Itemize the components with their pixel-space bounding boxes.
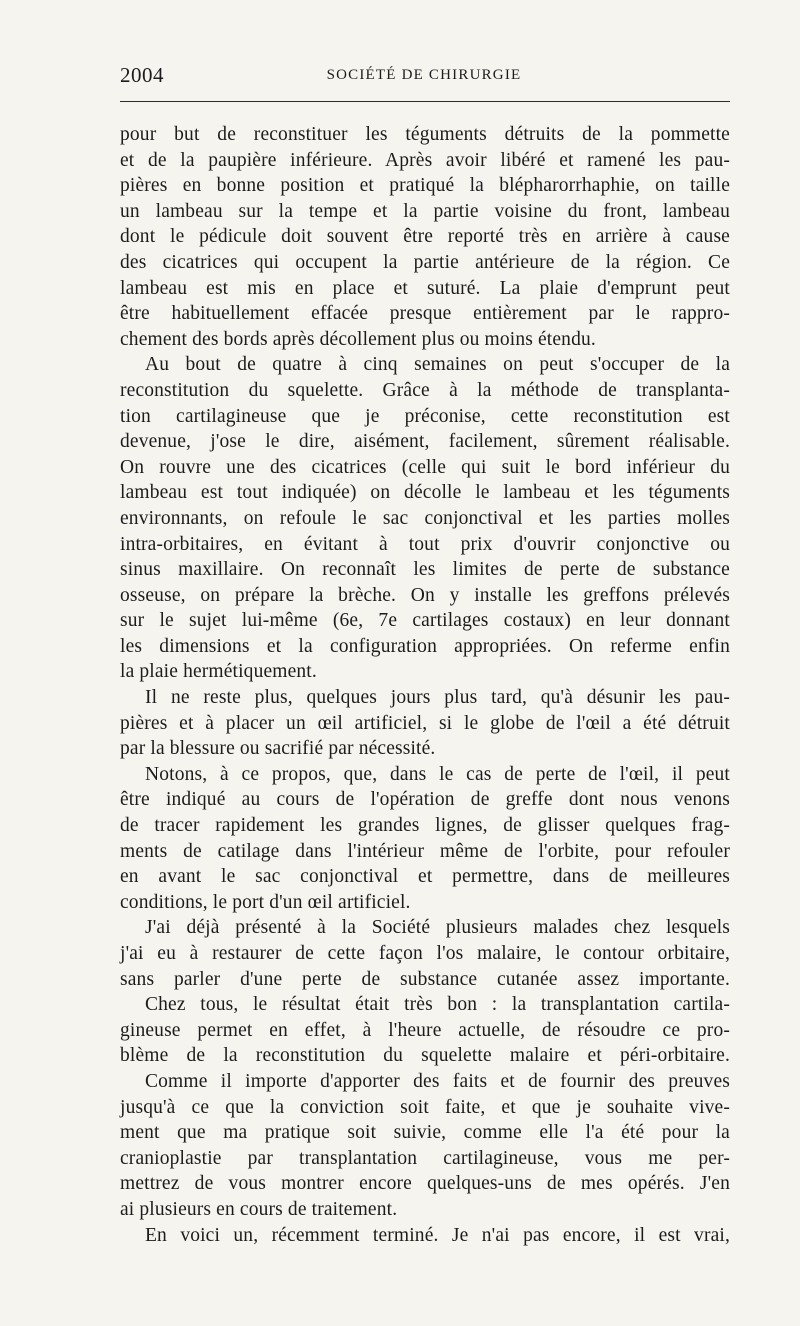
page-header <box>120 63 728 91</box>
text-line: pières et à placer un œil artificiel, si le globe de l'œil a été détruit <box>120 712 730 734</box>
text-line: chement des bords après décollement plus ou moins étendu. <box>120 328 596 350</box>
text-line: mettrez de vous montrer encore quelques-uns de mes opérés. J'en <box>120 1173 730 1195</box>
text-line: un lambeau sur la tempe et la partie voisine du front, lambeau <box>120 200 730 222</box>
text-line: sans parler d'une perte de substance cutanée assez importante. <box>120 968 730 990</box>
text-line: sur le sujet lui-même (6e, 7e cartilages costaux) en leur donnant <box>120 610 730 632</box>
text-line: devenue, j'ose le dire, aisément, facilement, sûrement réalisable. <box>120 431 730 453</box>
text-line: pières en bonne position et pratiqué la blépharorrhaphie, on taille <box>120 175 730 197</box>
text-line: intra-orbitaires, en évitant à tout prix d'ouvrir conjonctive ou <box>120 533 730 555</box>
text-line: sinus maxillaire. On reconnaît les limites de perte de substance <box>120 559 730 581</box>
text-line: en avant le sac conjonctival et permettre, dans de meilleures <box>120 866 730 888</box>
text-line: les dimensions et la configuration appropriées. On referme enfin <box>120 635 730 657</box>
text-line: être habituellement effacée presque entièrement par le rappro- <box>120 303 730 325</box>
text-line: J'ai déjà présenté à la Société plusieurs malades chez lesquels <box>145 917 730 939</box>
text-line: blème de la reconstitution du squelette malaire et péri-orbitaire. <box>120 1045 730 1067</box>
text-line: jusqu'à ce que la conviction soit faite, et que je souhaite vive- <box>120 1096 730 1118</box>
text-line: ment que ma pratique soit suivie, comme elle l'a été pour la <box>120 1122 730 1144</box>
text-line: cranioplastie par transplantation cartilagineuse, vous me per- <box>120 1147 730 1169</box>
text-line: ments de catilage dans l'intérieur même de l'orbite, pour refouler <box>120 840 730 862</box>
text-line: et de la paupière inférieure. Après avoir libéré et ramené les pau- <box>120 149 730 171</box>
text-line: ai plusieurs en cours de traitement. <box>120 1198 398 1220</box>
text-line: Comme il importe d'apporter des faits et de fournir des preuves <box>145 1070 730 1092</box>
text-line: gineuse permet en effet, à l'heure actuelle, de résoudre ce pro- <box>120 1019 730 1041</box>
header-rule <box>120 101 730 102</box>
text-line: de tracer rapidement les grandes lignes, de glisser quelques frag- <box>120 815 730 837</box>
text-line: environnants, on refoule le sac conjonctival et les parties molles <box>120 507 730 529</box>
text-line: lambeau est tout indiquée) on décolle le lambeau et les téguments <box>120 482 730 504</box>
text-line: lambeau est mis en place et suturé. La plaie d'emprunt peut <box>120 277 730 299</box>
text-line: conditions, le port d'un œil artificiel. <box>120 891 411 913</box>
text-line: Notons, à ce propos, que, dans le cas de perte de l'œil, il peut <box>145 763 730 785</box>
body-text <box>120 122 730 1248</box>
text-line: En voici un, récemment terminé. Je n'ai pas encore, il est vrai, <box>145 1224 730 1246</box>
text-line: la plaie hermétiquement. <box>120 661 317 683</box>
text-line: Au bout de quatre à cinq semaines on peut s'occuper de la <box>145 354 730 376</box>
text-line: Chez tous, le résultat était très bon : la transplantation cartila- <box>145 994 730 1016</box>
text-line: pour but de reconstituer les téguments détruits de la pommette <box>120 124 730 145</box>
page-number: 2004 <box>120 63 164 87</box>
text-line: osseuse, on prépare la brèche. On y installe les greffons prélevés <box>120 584 730 606</box>
text-line: j'ai eu à restaurer de cette façon l'os malaire, le contour orbitaire, <box>120 943 730 964</box>
text-line: être indiqué au cours de l'opération de greffe dont nous venons <box>120 789 730 811</box>
text-line: dont le pédicule doit souvent être reporté très en arrière à cause <box>120 226 730 248</box>
text-line: Il ne reste plus, quelques jours plus tard, qu'à désunir les pau- <box>145 687 730 709</box>
running-title: SOCIÉTÉ DE CHIRURGIE <box>326 67 522 83</box>
text-line: reconstitution du squelette. Grâce à la méthode de transplanta- <box>120 379 730 401</box>
text-line: tion cartilagineuse que je préconise, cette reconstitution est <box>120 405 730 427</box>
text-line: des cicatrices qui occupent la partie antérieure de la région. Ce <box>120 251 730 273</box>
text-line: par la blessure ou sacrifié par nécessité. <box>120 738 436 760</box>
text-line: On rouvre une des cicatrices (celle qui suit le bord inférieur du <box>120 456 730 478</box>
